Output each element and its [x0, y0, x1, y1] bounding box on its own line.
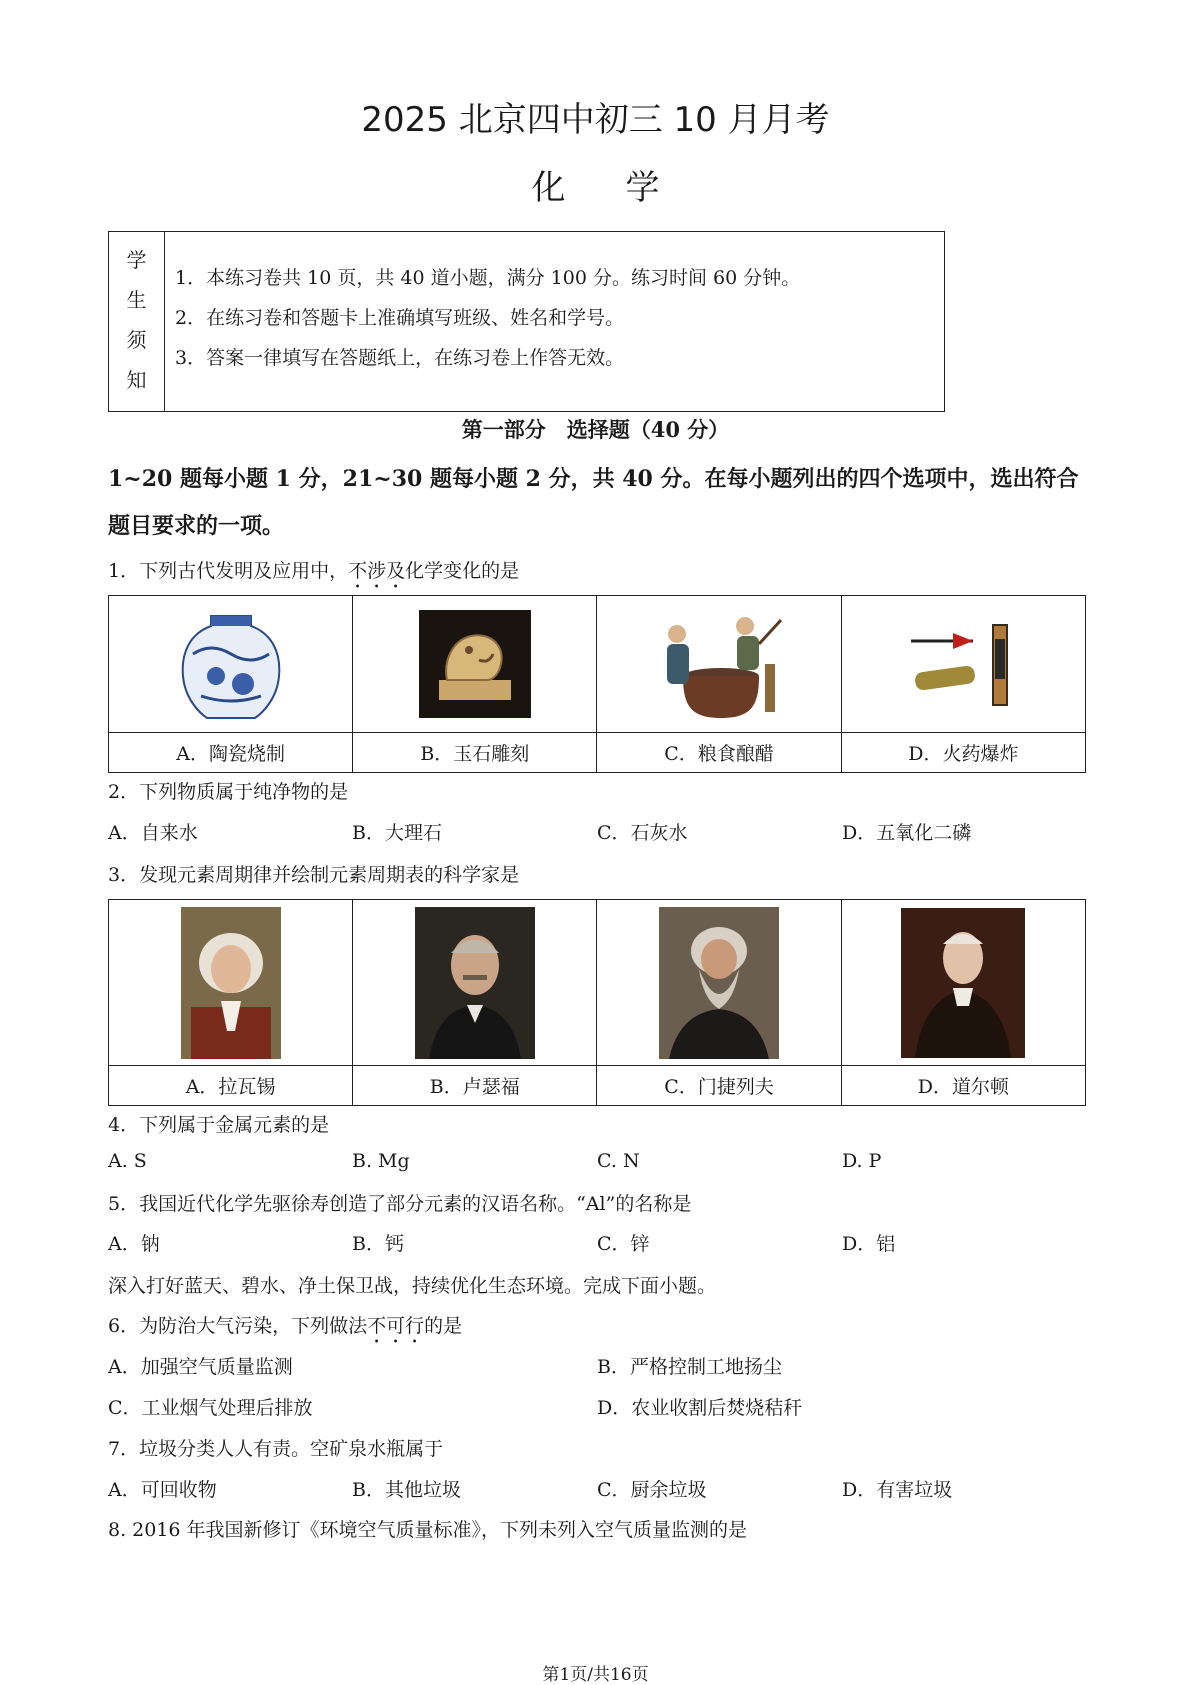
emphasis-text: 不涉及 [348, 560, 406, 582]
option-image-cell [597, 900, 841, 1066]
exam-title: 2025 北京四中初三 10 月月考 [361, 100, 830, 140]
option-text: B. Mg [352, 1150, 410, 1172]
notice-line: 1．本练习卷共 10 页，共 40 道小题，满分 100 分。练习时间 60 分钟。 [175, 267, 801, 289]
option-image-cell [597, 596, 841, 733]
option-text: C．锌 [597, 1233, 650, 1255]
notice-side-char: 生 [126, 288, 147, 312]
question-7-stem: 7．垃圾分类人人有责。空矿泉水瓶属于 [108, 1438, 444, 1460]
notice-side-char: 须 [126, 328, 147, 352]
subject-title: 化学 [531, 168, 720, 208]
emphasis-text: 不可行 [367, 1315, 425, 1337]
option-image-cell [353, 900, 597, 1066]
option-text: C. N [597, 1150, 640, 1172]
option-label-cell: D．火药爆炸 [841, 733, 1085, 773]
option-text: C．石灰水 [597, 822, 688, 844]
porcelain-vase-icon [171, 604, 291, 724]
option-text: B．严格控制工地扬尘 [597, 1356, 782, 1378]
option-label-cell: D．道尔顿 [841, 1066, 1085, 1106]
option-text: D．五氧化二磷 [842, 822, 972, 844]
option-image-cell [841, 900, 1085, 1066]
question-3-stem: 3．发现元素周期律并绘制元素周期表的科学家是 [108, 864, 520, 886]
option-label-cell: C．粮食酿醋 [597, 733, 841, 773]
notice-side-char: 学 [126, 248, 147, 272]
section-title: 第一部分 选择题（40 分） [461, 417, 730, 442]
notice-line: 2．在练习卷和答题卡上准确填写班级、姓名和学号。 [175, 307, 625, 329]
option-image-cell [841, 596, 1085, 733]
option-text: D．有害垃圾 [842, 1479, 953, 1501]
option-label-cell: B．玉石雕刻 [353, 733, 597, 773]
option-label-cell: A．拉瓦锡 [109, 1066, 353, 1106]
lavoisier-portrait-icon [181, 907, 281, 1059]
option-image-cell [109, 900, 353, 1066]
option-text: A．自来水 [108, 822, 198, 844]
notice-box [108, 231, 945, 412]
option-text: A．可回收物 [108, 1479, 217, 1501]
question-2-stem: 2．下列物质属于纯净物的是 [108, 781, 349, 803]
option-text: A. S [108, 1150, 147, 1172]
option-text: B．大理石 [352, 822, 442, 844]
option-text: B．钙 [352, 1233, 404, 1255]
dalton-portrait-icon [901, 908, 1025, 1058]
option-label-cell: A．陶瓷烧制 [109, 733, 353, 773]
question-4-stem: 4．下列属于金属元素的是 [108, 1114, 330, 1136]
page-number: 第1页/共16页 [542, 1665, 649, 1685]
option-text: D．农业收割后焚烧秸秆 [597, 1397, 803, 1419]
notice-line: 3．答案一律填写在答题纸上，在练习卷上作答无效。 [175, 347, 625, 369]
rutherford-portrait-icon [415, 907, 535, 1059]
question-1-stem: 1．下列古代发明及应用中，不涉及化学变化的是 [108, 560, 520, 582]
option-image-cell [109, 596, 353, 733]
notice-side-label [109, 232, 165, 411]
option-image-cell [353, 596, 597, 733]
mendeleev-portrait-icon [659, 907, 779, 1059]
option-label-cell: C．门捷列夫 [597, 1066, 841, 1106]
question-8-stem: 8. 2016 年我国新修订《环境空气质量标准》，下列未列入空气质量监测的是 [108, 1519, 748, 1541]
brewing-vat-icon [649, 604, 789, 724]
question-6-stem: 6．为防治大气污染，下列做法不可行的是 [108, 1315, 463, 1337]
question-1-image-table [108, 595, 1086, 773]
section-instruction: 题目要求的一项。 [108, 513, 285, 539]
option-text: A．加强空气质量监测 [108, 1356, 293, 1378]
option-text: B．其他垃圾 [352, 1479, 461, 1501]
section-instruction: 1~20 题每小题 1 分，21~30 题每小题 2 分，共 40 分。在每小题列出的四个选项中，选出符合 [108, 466, 1079, 492]
context-paragraph: 深入打好蓝天、碧水、净土保卫战，持续优化生态环境。完成下面小题。 [108, 1275, 717, 1297]
option-text: D．铝 [842, 1233, 896, 1255]
option-label-cell: B．卢瑟福 [353, 1066, 597, 1106]
gunpowder-rocket-icon [903, 619, 1023, 709]
notice-side-char: 知 [126, 368, 147, 392]
jade-carving-icon [419, 610, 531, 718]
option-text: A．钠 [108, 1233, 160, 1255]
option-text: C．工业烟气处理后排放 [108, 1397, 313, 1419]
question-5-stem: 5．我国近代化学先驱徐寿创造了部分元素的汉语名称。“Al”的名称是 [108, 1193, 692, 1215]
option-text: C．厨余垃圾 [597, 1479, 707, 1501]
option-text: D. P [842, 1150, 882, 1172]
question-3-image-table [108, 899, 1086, 1106]
